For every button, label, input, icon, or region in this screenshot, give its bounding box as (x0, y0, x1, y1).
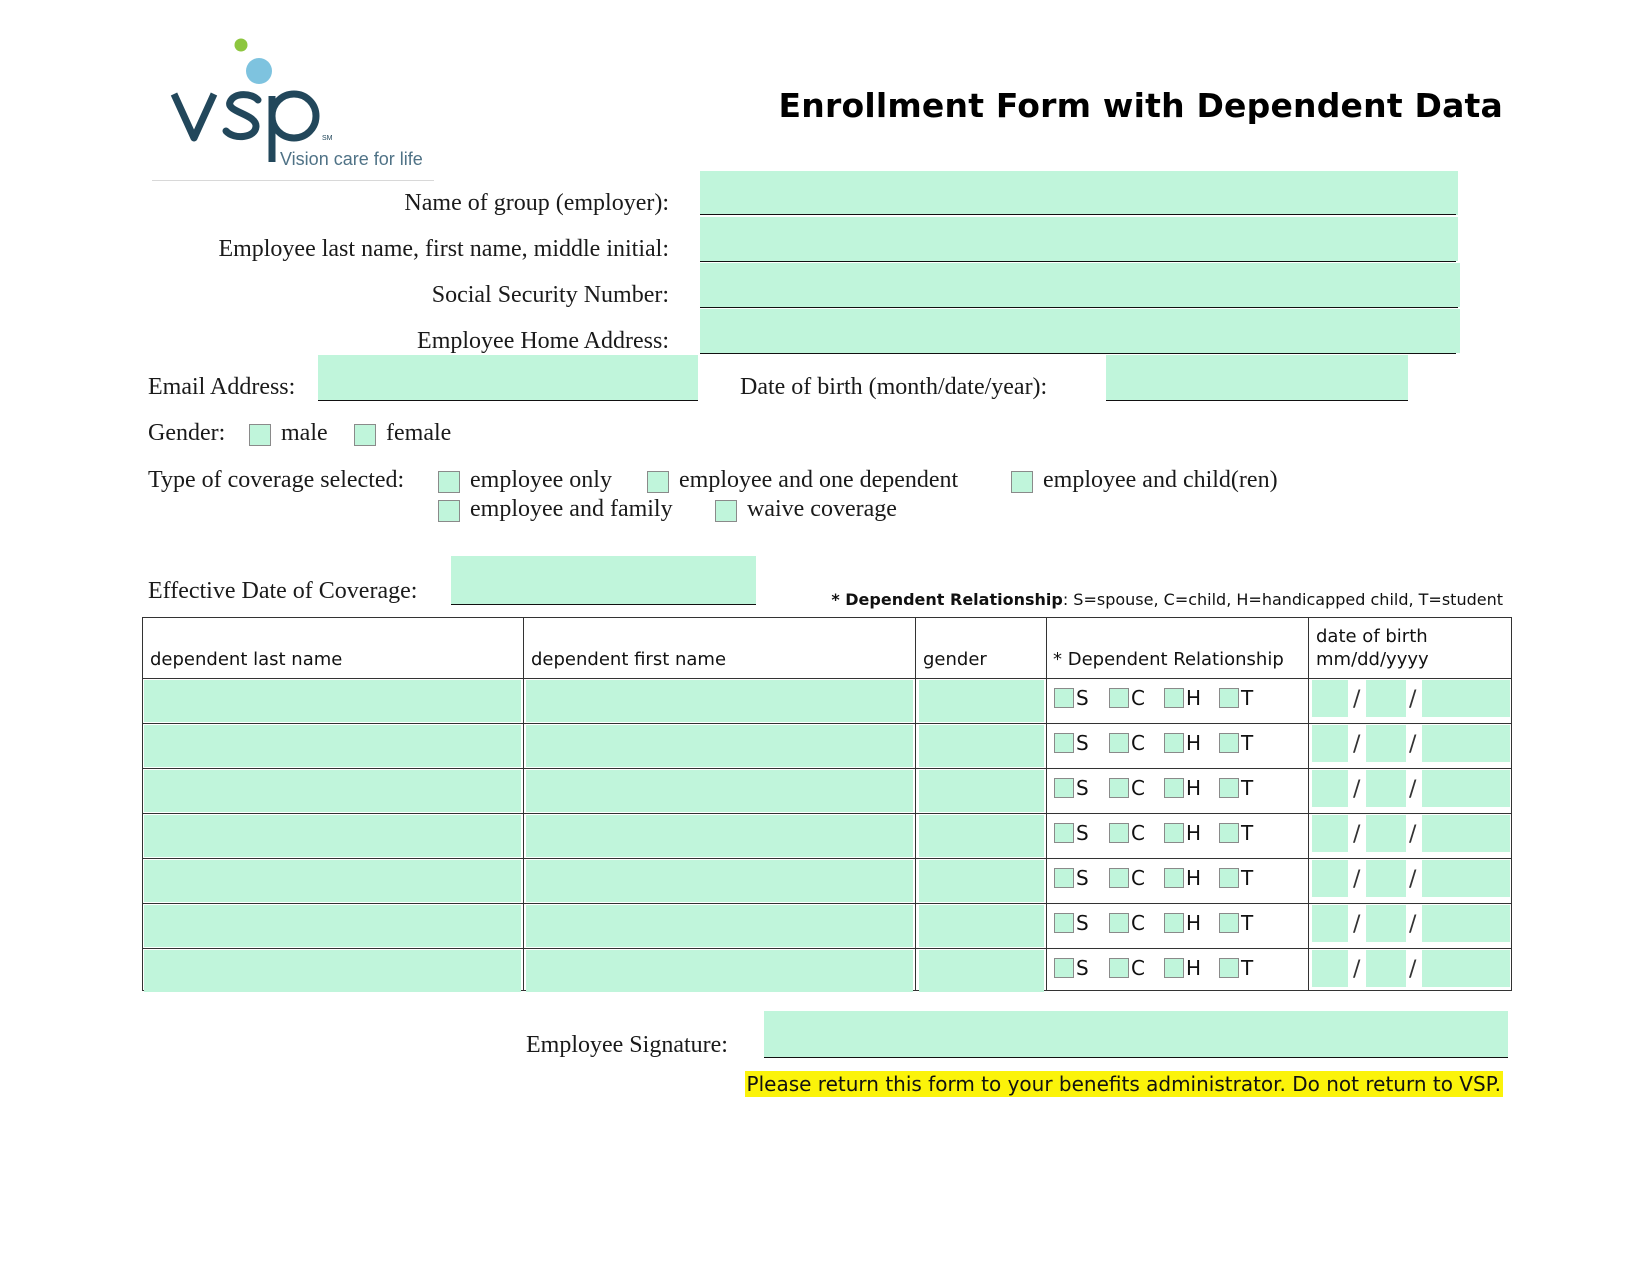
relationship-s-label: S (1076, 866, 1089, 890)
group-name-label: Name of group (employer): (404, 190, 669, 216)
coverage-label: Type of coverage selected: (148, 467, 405, 493)
column-divider (1308, 618, 1309, 990)
ssn-label: Social Security Number: (431, 282, 669, 308)
relationship-s-checkbox[interactable] (1054, 688, 1074, 708)
dob-day-input[interactable] (1366, 680, 1406, 717)
row-divider (143, 903, 1511, 904)
email-label: Email Address: (148, 374, 296, 400)
relationship-h-checkbox[interactable] (1164, 913, 1184, 933)
relationship-t-checkbox[interactable] (1219, 733, 1239, 753)
dob-year-input[interactable] (1422, 905, 1510, 942)
relationship-s-checkbox[interactable] (1054, 733, 1074, 753)
legend-text: : S=spouse, C=child, H=handicapped child, T=student (1062, 590, 1503, 609)
relationship-h-checkbox[interactable] (1164, 823, 1184, 843)
dependent-first-name-input[interactable] (526, 950, 913, 992)
logo-divider (152, 180, 434, 181)
dependent-first-name-input[interactable] (526, 905, 913, 947)
relationship-h-label: H (1186, 731, 1202, 755)
gender-label: Gender: (148, 420, 226, 446)
header-first-name: dependent first name (531, 649, 727, 670)
coverage-children-checkbox[interactable] (1011, 471, 1033, 493)
dob-year-input[interactable] (1422, 680, 1510, 717)
date-separator: / (1409, 732, 1417, 757)
relationship-s-label: S (1076, 821, 1089, 845)
gender-female-checkbox[interactable] (354, 424, 376, 446)
group-name-underline (700, 214, 1456, 215)
column-divider (1046, 618, 1047, 990)
ssn-underline (700, 307, 1458, 308)
header-dob-line1: date of birth (1316, 626, 1428, 647)
dependent-last-name-input[interactable] (144, 680, 521, 722)
relationship-h-label: H (1186, 821, 1202, 845)
row-divider (143, 723, 1511, 724)
dob-year-input[interactable] (1422, 725, 1510, 762)
date-separator: / (1353, 822, 1361, 847)
dependent-first-name-input[interactable] (526, 680, 913, 722)
relationship-c-label: C (1131, 821, 1145, 845)
return-notice: Please return this form to your benefits administrator. Do not return to VSP. (746, 1072, 1501, 1096)
dob-day-input[interactable] (1366, 950, 1406, 987)
dob-month-input[interactable] (1312, 950, 1348, 987)
date-separator: / (1353, 777, 1361, 802)
dob-year-input[interactable] (1422, 950, 1510, 987)
relationship-c-label: C (1131, 731, 1145, 755)
dependent-first-name-input[interactable] (526, 815, 913, 857)
dependent-first-name-input[interactable] (526, 860, 913, 902)
dependent-gender-input[interactable] (919, 725, 1044, 767)
dob-month-input[interactable] (1312, 815, 1348, 852)
effective-date-label: Effective Date of Coverage: (148, 578, 418, 604)
relationship-s-checkbox[interactable] (1054, 823, 1074, 843)
relationship-s-label: S (1076, 731, 1089, 755)
dob-day-input[interactable] (1366, 815, 1406, 852)
row-divider (143, 858, 1511, 859)
employee-name-label: Employee last name, first name, middle initial: (218, 236, 669, 262)
dob-day-input[interactable] (1366, 860, 1406, 897)
vsp-logo (150, 36, 440, 186)
dependent-gender-input[interactable] (919, 905, 1044, 947)
dob-month-input[interactable] (1312, 860, 1348, 897)
relationship-s-label: S (1076, 776, 1089, 800)
dob-day-input[interactable] (1366, 770, 1406, 807)
header-gender: gender (923, 649, 987, 670)
relationship-t-label: T (1241, 731, 1254, 755)
relationship-t-label: T (1241, 956, 1254, 980)
date-separator: / (1409, 777, 1417, 802)
email-input[interactable] (318, 355, 698, 401)
home-address-label: Employee Home Address: (417, 328, 669, 354)
form-title: Enrollment Form with Dependent Data (778, 86, 1503, 125)
relationship-t-checkbox[interactable] (1219, 868, 1239, 888)
relationship-c-checkbox[interactable] (1109, 868, 1129, 888)
date-separator: / (1409, 957, 1417, 982)
relationship-s-checkbox[interactable] (1054, 913, 1074, 933)
coverage-employee-only-checkbox[interactable] (438, 471, 460, 493)
relationship-legend (831, 590, 1503, 609)
employee-name-input[interactable] (700, 217, 1458, 261)
gender-male-label: male (281, 420, 328, 446)
gender-male-checkbox[interactable] (249, 424, 271, 446)
relationship-t-checkbox[interactable] (1219, 913, 1239, 933)
relationship-t-checkbox[interactable] (1219, 688, 1239, 708)
relationship-c-checkbox[interactable] (1109, 778, 1129, 798)
relationship-t-label: T (1241, 686, 1254, 710)
dob-month-input[interactable] (1312, 680, 1348, 717)
relationship-c-checkbox[interactable] (1109, 913, 1129, 933)
dependent-first-name-input[interactable] (526, 770, 913, 812)
relationship-s-label: S (1076, 911, 1089, 935)
relationship-c-label: C (1131, 686, 1145, 710)
relationship-t-label: T (1241, 776, 1254, 800)
relationship-t-checkbox[interactable] (1219, 823, 1239, 843)
relationship-h-checkbox[interactable] (1164, 733, 1184, 753)
relationship-t-checkbox[interactable] (1219, 778, 1239, 798)
dependent-last-name-input[interactable] (144, 770, 521, 812)
relationship-h-label: H (1186, 956, 1202, 980)
header-last-name: dependent last name (150, 649, 343, 670)
dependent-gender-input[interactable] (919, 950, 1044, 992)
coverage-children-label: employee and child(ren) (1043, 467, 1278, 493)
relationship-c-checkbox[interactable] (1109, 733, 1129, 753)
column-divider (915, 618, 916, 990)
service-mark: SM (322, 135, 333, 142)
date-separator: / (1353, 867, 1361, 892)
dependent-last-name-input[interactable] (144, 860, 521, 902)
effective-date-underline (451, 604, 756, 605)
dob-month-input[interactable] (1312, 725, 1348, 762)
home-address-input[interactable] (700, 309, 1460, 353)
dependent-last-name-input[interactable] (144, 905, 521, 947)
coverage-one-dependent-checkbox[interactable] (647, 471, 669, 493)
date-separator: / (1353, 687, 1361, 712)
dob-month-input[interactable] (1312, 905, 1348, 942)
date-separator: / (1353, 912, 1361, 937)
relationship-h-label: H (1186, 776, 1202, 800)
dependent-last-name-input[interactable] (144, 815, 521, 857)
dob-year-input[interactable] (1422, 770, 1510, 807)
gender-female-label: female (386, 420, 452, 446)
relationship-c-checkbox[interactable] (1109, 823, 1129, 843)
relationship-t-label: T (1241, 866, 1254, 890)
relationship-h-checkbox[interactable] (1164, 688, 1184, 708)
dependent-gender-input[interactable] (919, 815, 1044, 857)
dependent-first-name-input[interactable] (526, 725, 913, 767)
row-divider (143, 948, 1511, 949)
date-separator: / (1353, 957, 1361, 982)
date-separator: / (1353, 732, 1361, 757)
dependent-table (142, 617, 1512, 991)
email-underline (318, 400, 698, 401)
relationship-t-label: T (1241, 821, 1254, 845)
ssn-input[interactable] (700, 263, 1460, 307)
dependent-gender-input[interactable] (919, 680, 1044, 722)
relationship-h-label: H (1186, 911, 1202, 935)
logo-tagline: Vision care for life (280, 149, 423, 169)
relationship-h-label: H (1186, 686, 1202, 710)
date-separator: / (1409, 912, 1417, 937)
header-relationship: * Dependent Relationship (1053, 649, 1284, 670)
header-dob-line2: mm/dd/yyyy (1316, 649, 1429, 670)
employee-name-underline (700, 261, 1456, 262)
relationship-c-checkbox[interactable] (1109, 958, 1129, 978)
relationship-c-label: C (1131, 776, 1145, 800)
signature-underline (764, 1057, 1508, 1058)
dob-label: Date of birth (month/date/year): (740, 374, 1048, 400)
dependent-last-name-input[interactable] (144, 950, 521, 992)
relationship-c-label: C (1131, 866, 1145, 890)
date-separator: / (1409, 687, 1417, 712)
relationship-t-label: T (1241, 911, 1254, 935)
relationship-c-label: C (1131, 911, 1145, 935)
dob-day-input[interactable] (1366, 725, 1406, 762)
row-divider (143, 813, 1511, 814)
dob-year-input[interactable] (1422, 815, 1510, 852)
row-divider (143, 678, 1511, 679)
relationship-h-label: H (1186, 866, 1202, 890)
dob-month-input[interactable] (1312, 770, 1348, 807)
date-separator: / (1409, 867, 1417, 892)
dependent-last-name-input[interactable] (144, 725, 521, 767)
relationship-s-label: S (1076, 686, 1089, 710)
signature-input[interactable] (764, 1011, 1508, 1057)
effective-date-input[interactable] (451, 556, 756, 604)
relationship-c-label: C (1131, 956, 1145, 980)
relationship-h-checkbox[interactable] (1164, 778, 1184, 798)
signature-label: Employee Signature: (526, 1032, 728, 1058)
date-separator: / (1409, 822, 1417, 847)
coverage-employee-only-label: employee only (470, 467, 612, 493)
relationship-h-checkbox[interactable] (1164, 958, 1184, 978)
dob-year-input[interactable] (1422, 860, 1510, 897)
relationship-s-checkbox[interactable] (1054, 958, 1074, 978)
dob-underline (1106, 400, 1408, 401)
relationship-s-checkbox[interactable] (1054, 868, 1074, 888)
coverage-family-label: employee and family (470, 496, 673, 522)
row-divider (143, 768, 1511, 769)
relationship-h-checkbox[interactable] (1164, 868, 1184, 888)
dependent-gender-input[interactable] (919, 860, 1044, 902)
relationship-t-checkbox[interactable] (1219, 958, 1239, 978)
relationship-s-label: S (1076, 956, 1089, 980)
group-name-input[interactable] (700, 171, 1458, 215)
relationship-c-checkbox[interactable] (1109, 688, 1129, 708)
legend-prefix: * Dependent Relationship (831, 590, 1063, 609)
dob-day-input[interactable] (1366, 905, 1406, 942)
dob-input[interactable] (1106, 355, 1408, 401)
relationship-s-checkbox[interactable] (1054, 778, 1074, 798)
home-address-underline (700, 353, 1456, 354)
column-divider (523, 618, 524, 990)
coverage-waive-label: waive coverage (747, 496, 897, 522)
dependent-gender-input[interactable] (919, 770, 1044, 812)
coverage-family-checkbox[interactable] (438, 500, 460, 522)
coverage-waive-checkbox[interactable] (715, 500, 737, 522)
coverage-one-dependent-label: employee and one dependent (679, 467, 959, 493)
